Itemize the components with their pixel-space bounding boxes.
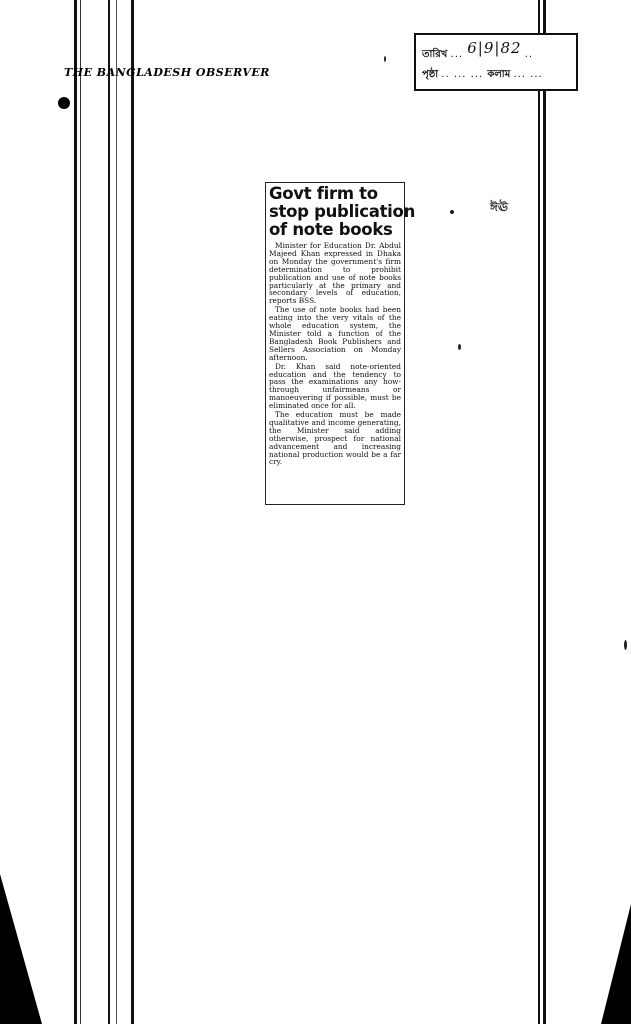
archive-stamp xyxy=(414,33,578,91)
article-headline xyxy=(269,184,416,239)
article-paragraph: The education must be made qualitative and income generating, the Minister said adding otherwise, prospect for national advancement and increasing national production would be a far cry. xyxy=(269,410,401,467)
binder-rule xyxy=(116,0,117,1024)
scan-speck xyxy=(458,344,461,350)
binder-rule xyxy=(74,0,77,1024)
headline-line: Govt firm to xyxy=(269,184,378,203)
binder-rule xyxy=(108,0,110,1024)
stamp-date-row: তারিখ ... 6|9|82 .. xyxy=(422,39,534,60)
stamp-date-label: তারিখ xyxy=(422,49,448,60)
punch-hole xyxy=(58,97,70,109)
scan-speck xyxy=(624,640,627,650)
article-paragraph: The use of note books had been eating into the very vitals of the whole education system, the Minister told a function of the Bangladesh Book Publishers and Sellers Association on Monday afternoon. xyxy=(269,305,401,362)
binder-rule xyxy=(80,0,81,1024)
stamp-page-label: পৃষ্ঠা xyxy=(422,69,439,80)
newspaper-clipping xyxy=(265,182,416,505)
headline-line: of note books xyxy=(269,220,393,239)
scan-corner-shadow xyxy=(601,904,631,1024)
stamp-column-label: কলাম xyxy=(487,69,511,80)
page-edge-rule xyxy=(543,0,546,1024)
margin-scribble: ঈঊ xyxy=(490,200,509,214)
stamp-date-value: 6|9|82 xyxy=(467,39,522,57)
scan-speck xyxy=(384,56,386,62)
article-paragraph: Minister for Education Dr. Abdul Majeed Khan expressed in Dhaka on Monday the government's firm determination to prohibit publication and use of note books particularly at the primary and secondary levels of education, reports BSS. xyxy=(269,241,401,306)
headline-line: stop publication xyxy=(269,202,416,221)
scan-corner-shadow xyxy=(0,874,42,1024)
newspaper-masthead: THE BANGLADESH OBSERVER xyxy=(64,66,270,79)
article-paragraph: Dr. Khan said note-oriented education and the tendency to pass the examinations any how-through unfairmeans or manoeuvering if possible, must be eliminated once for all. xyxy=(269,361,401,411)
stamp-page-row: পৃষ্ঠা .. ... ... কলাম ... ... xyxy=(422,69,543,80)
binder-rule xyxy=(131,0,134,1024)
scan-speck xyxy=(450,210,454,214)
page-edge-rule xyxy=(538,0,540,1024)
